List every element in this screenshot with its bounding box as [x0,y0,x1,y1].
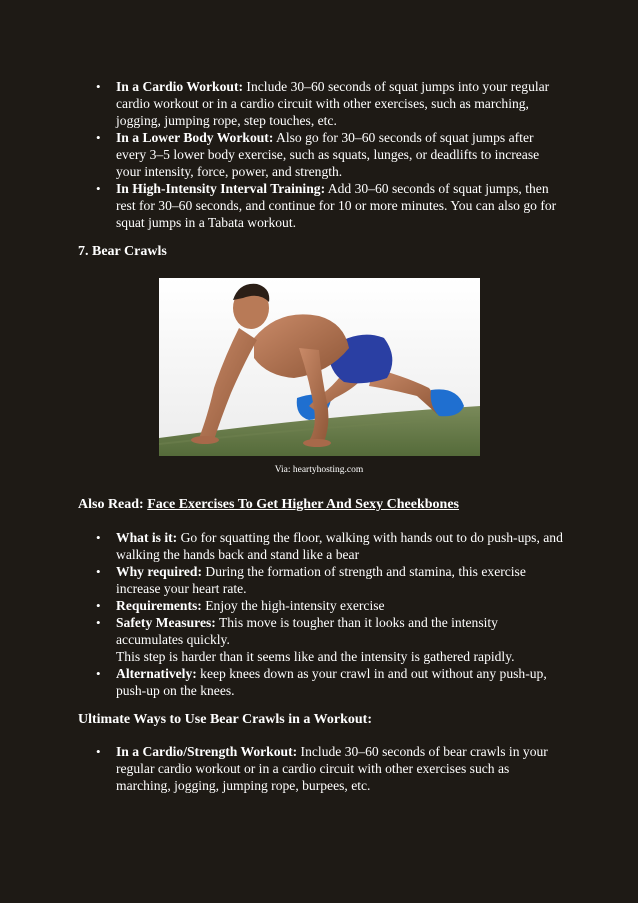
also-read-link[interactable]: Face Exercises To Get Higher And Sexy Cheekbones [147,497,460,512]
list-item-label: Requirements: [116,598,202,613]
list-item-label: In a Cardio/Strength Workout: [116,744,298,759]
ways-heading: Ultimate Ways to Use Bear Crawls in a Workout: [78,712,372,727]
list-item-label: Alternatively: [116,666,197,681]
section-heading: 7. Bear Crawls [78,244,167,259]
list-item [96,529,566,563]
list-item-label: What is it: [116,530,178,545]
list-item-extra: This step is harder than it seems like and the intensity is gathered rapidly. [116,649,515,664]
also-read [78,496,459,513]
also-read-prefix: Also Read: [78,497,148,512]
list-item-text: During the formation of strength and stamina, this exercise increase your heart rate. [116,564,526,596]
list-item-label: In High-Intensity Interval Training: [116,181,326,196]
list-item-label: Why required: [116,564,202,579]
list-item [96,563,566,597]
list-item [96,597,566,614]
list-item [96,665,566,699]
list-item [96,743,566,794]
list-item-text: Include 30–60 seconds of bear crawls in your regular cardio workout or in a cardio circuit with other exercises such as marching, jogging, jumping rope, burpees, etc. [116,744,548,793]
list-item-text: Include 30–60 seconds of squat jumps into your regular cardio workout or in a cardio circuit with other exercises, such as marching, jogging, jumping rope, step touches, etc. [116,79,550,128]
bear-crawl-photo [159,278,480,456]
list-item-text: Add 30–60 seconds of squat jumps, then rest for 30–60 seconds, and continue for 10 or more minutes. You can also go for squat jumps in a Tabata workout. [116,181,557,230]
squat-jump-usage-list [96,78,566,231]
bear-crawl-details-list [96,529,566,699]
list-item-label: In a Cardio Workout: [116,79,244,94]
image-caption: Via: heartyhosting.com [274,465,364,475]
list-item-label: In a Lower Body Workout: [116,130,274,145]
bear-crawl-ways-list [96,743,566,794]
list-item [96,180,566,231]
list-item [96,614,566,665]
list-item-label: Safety Measures: [116,615,216,630]
list-item-text: keep knees down as your crawl in and out without any push-up, push-up on the knees. [116,666,547,698]
list-item-text: Also go for 30–60 seconds of squat jumps after every 3–5 lower body exercise, such as squats, lunges, or deadlifts to increase your intensity, force, power, and strength. [116,130,540,179]
list-item-text: Enjoy the high-intensity exercise [201,598,385,613]
list-item-text: Go for squatting the floor, walking with hands out to do push-ups, and walking the hands back and stand like a bear [116,530,563,562]
list-item-text: This move is tougher than it looks and the intensity accumulates quickly. [116,615,498,647]
list-item [96,78,566,129]
list-item [96,129,566,180]
